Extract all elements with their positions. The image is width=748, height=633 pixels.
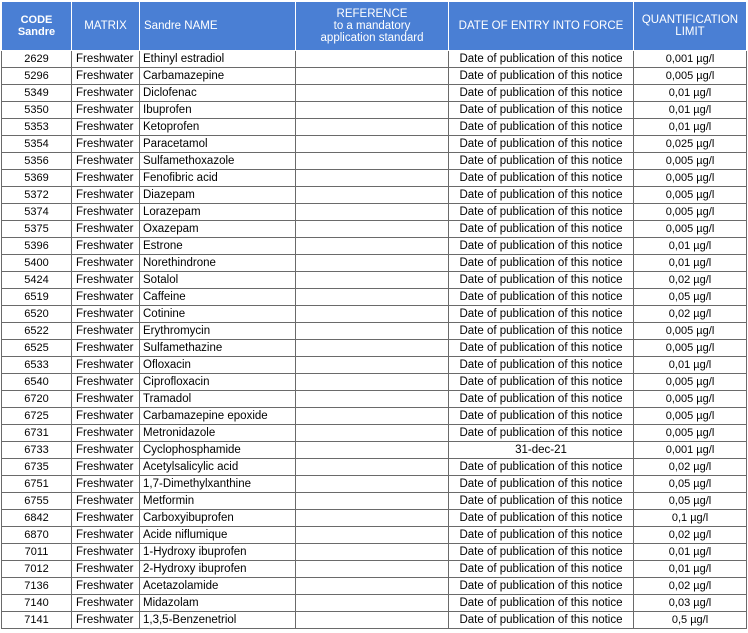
table-row xyxy=(2,544,747,561)
cell-code: 5349 xyxy=(2,85,72,102)
cell-matrix: Freshwater xyxy=(72,425,140,442)
table-row xyxy=(2,612,747,629)
cell-code: 7141 xyxy=(2,612,72,629)
cell-date: Date of publication of this notice xyxy=(449,306,634,323)
cell-matrix: Freshwater xyxy=(72,544,140,561)
cell-matrix: Freshwater xyxy=(72,119,140,136)
cell-limit: 0,005 µg/l xyxy=(634,170,747,187)
cell-name: Sotalol xyxy=(140,272,296,289)
cell-date: Date of publication of this notice xyxy=(449,459,634,476)
cell-date: Date of publication of this notice xyxy=(449,102,634,119)
cell-name: Paracetamol xyxy=(140,136,296,153)
cell-limit: 0,01 µg/l xyxy=(634,119,747,136)
table-row xyxy=(2,221,747,238)
cell-date: Date of publication of this notice xyxy=(449,289,634,306)
cell-code: 5356 xyxy=(2,153,72,170)
cell-matrix: Freshwater xyxy=(72,136,140,153)
table-row xyxy=(2,85,747,102)
cell-reference xyxy=(296,476,449,493)
cell-limit: 0,005 µg/l xyxy=(634,391,747,408)
cell-date: Date of publication of this notice xyxy=(449,476,634,493)
cell-code: 5353 xyxy=(2,119,72,136)
cell-matrix: Freshwater xyxy=(72,204,140,221)
cell-date: Date of publication of this notice xyxy=(449,204,634,221)
cell-name: Sulfamethazine xyxy=(140,340,296,357)
cell-matrix: Freshwater xyxy=(72,476,140,493)
table-row xyxy=(2,595,747,612)
cell-limit: 0,001 µg/l xyxy=(634,442,747,459)
cell-code: 5396 xyxy=(2,238,72,255)
cell-matrix: Freshwater xyxy=(72,187,140,204)
cell-limit: 0,01 µg/l xyxy=(634,544,747,561)
cell-date: Date of publication of this notice xyxy=(449,136,634,153)
cell-reference xyxy=(296,204,449,221)
cell-code: 6725 xyxy=(2,408,72,425)
cell-name: Carboxyibuprofen xyxy=(140,510,296,527)
cell-name: Ethinyl estradiol xyxy=(140,51,296,68)
cell-date: Date of publication of this notice xyxy=(449,255,634,272)
cell-reference xyxy=(296,612,449,629)
cell-matrix: Freshwater xyxy=(72,442,140,459)
cell-limit: 0,03 µg/l xyxy=(634,595,747,612)
cell-limit: 0,01 µg/l xyxy=(634,238,747,255)
cell-limit: 0,005 µg/l xyxy=(634,221,747,238)
cell-code: 5350 xyxy=(2,102,72,119)
cell-limit: 0,025 µg/l xyxy=(634,136,747,153)
table-row xyxy=(2,510,747,527)
cell-date: Date of publication of this notice xyxy=(449,272,634,289)
cell-reference xyxy=(296,425,449,442)
table-row xyxy=(2,187,747,204)
cell-reference xyxy=(296,136,449,153)
cell-limit: 0,005 µg/l xyxy=(634,425,747,442)
table-row xyxy=(2,204,747,221)
header-code xyxy=(2,2,72,51)
table-row xyxy=(2,476,747,493)
table-row xyxy=(2,68,747,85)
cell-matrix: Freshwater xyxy=(72,221,140,238)
cell-reference xyxy=(296,51,449,68)
cell-limit: 0,02 µg/l xyxy=(634,578,747,595)
cell-name: Ofloxacin xyxy=(140,357,296,374)
cell-code: 7136 xyxy=(2,578,72,595)
cell-code: 6842 xyxy=(2,510,72,527)
cell-limit: 0,05 µg/l xyxy=(634,289,747,306)
table-row xyxy=(2,374,747,391)
cell-reference xyxy=(296,561,449,578)
cell-limit: 0,005 µg/l xyxy=(634,374,747,391)
cell-reference xyxy=(296,238,449,255)
table-row xyxy=(2,442,747,459)
cell-matrix: Freshwater xyxy=(72,85,140,102)
cell-matrix: Freshwater xyxy=(72,578,140,595)
cell-date: Date of publication of this notice xyxy=(449,85,634,102)
cell-matrix: Freshwater xyxy=(72,153,140,170)
cell-code: 6525 xyxy=(2,340,72,357)
cell-reference xyxy=(296,357,449,374)
cell-date: Date of publication of this notice xyxy=(449,323,634,340)
cell-date: Date of publication of this notice xyxy=(449,238,634,255)
cell-date: Date of publication of this notice xyxy=(449,391,634,408)
cell-code: 5369 xyxy=(2,170,72,187)
cell-limit: 0,02 µg/l xyxy=(634,306,747,323)
cell-date: Date of publication of this notice xyxy=(449,578,634,595)
table-row xyxy=(2,408,747,425)
header-limit-line-1: QUANTIFICATION xyxy=(641,14,739,26)
cell-limit: 0,005 µg/l xyxy=(634,340,747,357)
cell-name: Sulfamethoxazole xyxy=(140,153,296,170)
cell-limit: 0,5 µg/l xyxy=(634,612,747,629)
cell-limit: 0,01 µg/l xyxy=(634,85,747,102)
cell-name: Ketoprofen xyxy=(140,119,296,136)
cell-limit: 0,005 µg/l xyxy=(634,408,747,425)
cell-code: 7011 xyxy=(2,544,72,561)
table-row xyxy=(2,357,747,374)
cell-code: 6870 xyxy=(2,527,72,544)
cell-date: Date of publication of this notice xyxy=(449,221,634,238)
cell-matrix: Freshwater xyxy=(72,374,140,391)
cell-limit: 0,02 µg/l xyxy=(634,527,747,544)
cell-date: Date of publication of this notice xyxy=(449,425,634,442)
cell-name: Carbamazepine xyxy=(140,68,296,85)
cell-date: Date of publication of this notice xyxy=(449,374,634,391)
cell-reference xyxy=(296,510,449,527)
table-row xyxy=(2,459,747,476)
cell-matrix: Freshwater xyxy=(72,527,140,544)
table-row xyxy=(2,425,747,442)
cell-reference xyxy=(296,527,449,544)
cell-date: Date of publication of this notice xyxy=(449,153,634,170)
cell-limit: 0,005 µg/l xyxy=(634,68,747,85)
cell-matrix: Freshwater xyxy=(72,238,140,255)
cell-code: 6540 xyxy=(2,374,72,391)
table-row xyxy=(2,391,747,408)
cell-name: Midazolam xyxy=(140,595,296,612)
cell-reference xyxy=(296,442,449,459)
table-row xyxy=(2,527,747,544)
cell-date: Date of publication of this notice xyxy=(449,187,634,204)
header-name: Sandre NAME xyxy=(140,2,296,51)
cell-code: 5354 xyxy=(2,136,72,153)
cell-reference xyxy=(296,306,449,323)
cell-matrix: Freshwater xyxy=(72,459,140,476)
cell-matrix: Freshwater xyxy=(72,357,140,374)
table-row xyxy=(2,340,747,357)
cell-date: Date of publication of this notice xyxy=(449,493,634,510)
cell-matrix: Freshwater xyxy=(72,595,140,612)
cell-code: 6733 xyxy=(2,442,72,459)
header-reference-line-2: to a mandatory xyxy=(333,20,411,32)
cell-date: Date of publication of this notice xyxy=(449,170,634,187)
cell-code: 6520 xyxy=(2,306,72,323)
cell-limit: 0,005 µg/l xyxy=(634,204,747,221)
substances-table xyxy=(1,1,747,629)
cell-reference xyxy=(296,153,449,170)
cell-matrix: Freshwater xyxy=(72,561,140,578)
cell-reference xyxy=(296,85,449,102)
cell-matrix: Freshwater xyxy=(72,255,140,272)
cell-reference xyxy=(296,340,449,357)
cell-name: Cyclophosphamide xyxy=(140,442,296,459)
cell-limit: 0,05 µg/l xyxy=(634,493,747,510)
cell-reference xyxy=(296,187,449,204)
cell-name: Carbamazepine epoxide xyxy=(140,408,296,425)
cell-name: 2-Hydroxy ibuprofen xyxy=(140,561,296,578)
cell-matrix: Freshwater xyxy=(72,51,140,68)
cell-name: Norethindrone xyxy=(140,255,296,272)
cell-code: 5374 xyxy=(2,204,72,221)
cell-limit: 0,01 µg/l xyxy=(634,561,747,578)
table-row xyxy=(2,102,747,119)
table-row xyxy=(2,493,747,510)
header-reference-line-3: application standard xyxy=(320,32,424,44)
table-row xyxy=(2,306,747,323)
cell-name: Acetazolamide xyxy=(140,578,296,595)
cell-reference xyxy=(296,374,449,391)
cell-reference xyxy=(296,102,449,119)
cell-reference xyxy=(296,170,449,187)
cell-date: Date of publication of this notice xyxy=(449,357,634,374)
cell-date: Date of publication of this notice xyxy=(449,595,634,612)
cell-reference xyxy=(296,459,449,476)
cell-date: Date of publication of this notice xyxy=(449,527,634,544)
cell-reference xyxy=(296,544,449,561)
cell-name: 1,3,5-Benzenetriol xyxy=(140,612,296,629)
table-row xyxy=(2,170,747,187)
cell-matrix: Freshwater xyxy=(72,272,140,289)
cell-matrix: Freshwater xyxy=(72,306,140,323)
cell-reference xyxy=(296,68,449,85)
cell-name: Caffeine xyxy=(140,289,296,306)
cell-reference xyxy=(296,493,449,510)
cell-matrix: Freshwater xyxy=(72,493,140,510)
cell-date: Date of publication of this notice xyxy=(449,408,634,425)
table-row xyxy=(2,136,747,153)
cell-name: Fenofibric acid xyxy=(140,170,296,187)
cell-limit: 0,02 µg/l xyxy=(634,272,747,289)
cell-name: Metronidazole xyxy=(140,425,296,442)
table-row xyxy=(2,272,747,289)
cell-name: Cotinine xyxy=(140,306,296,323)
cell-matrix: Freshwater xyxy=(72,612,140,629)
table-row xyxy=(2,238,747,255)
cell-code: 6533 xyxy=(2,357,72,374)
cell-code: 7012 xyxy=(2,561,72,578)
header-reference-line-1: REFERENCE xyxy=(336,8,408,20)
cell-reference xyxy=(296,578,449,595)
cell-code: 5296 xyxy=(2,68,72,85)
cell-name: Diclofenac xyxy=(140,85,296,102)
table-row xyxy=(2,153,747,170)
cell-limit: 0,01 µg/l xyxy=(634,357,747,374)
cell-code: 2629 xyxy=(2,51,72,68)
cell-matrix: Freshwater xyxy=(72,340,140,357)
cell-reference xyxy=(296,255,449,272)
cell-date: Date of publication of this notice xyxy=(449,561,634,578)
table-header-row xyxy=(2,2,747,51)
cell-limit: 0,001 µg/l xyxy=(634,51,747,68)
cell-name: Estrone xyxy=(140,238,296,255)
cell-name: Tramadol xyxy=(140,391,296,408)
cell-limit: 0,02 µg/l xyxy=(634,459,747,476)
cell-matrix: Freshwater xyxy=(72,289,140,306)
header-limit-line-2: LIMIT xyxy=(675,26,705,38)
header-code-line-1: CODE xyxy=(20,14,53,26)
cell-limit: 0,005 µg/l xyxy=(634,153,747,170)
cell-date: 31-dec-21 xyxy=(449,442,634,459)
cell-code: 6522 xyxy=(2,323,72,340)
cell-code: 7140 xyxy=(2,595,72,612)
cell-name: Ciprofloxacin xyxy=(140,374,296,391)
table-row xyxy=(2,119,747,136)
table-row xyxy=(2,323,747,340)
cell-matrix: Freshwater xyxy=(72,408,140,425)
cell-matrix: Freshwater xyxy=(72,391,140,408)
cell-name: Ibuprofen xyxy=(140,102,296,119)
cell-limit: 0,005 µg/l xyxy=(634,323,747,340)
cell-code: 6731 xyxy=(2,425,72,442)
cell-limit: 0,005 µg/l xyxy=(634,187,747,204)
table-row xyxy=(2,255,747,272)
cell-code: 5400 xyxy=(2,255,72,272)
cell-matrix: Freshwater xyxy=(72,170,140,187)
cell-name: Diazepam xyxy=(140,187,296,204)
cell-code: 6755 xyxy=(2,493,72,510)
table-row xyxy=(2,561,747,578)
cell-reference xyxy=(296,272,449,289)
cell-date: Date of publication of this notice xyxy=(449,340,634,357)
cell-reference xyxy=(296,391,449,408)
cell-code: 5375 xyxy=(2,221,72,238)
cell-name: Erythromycin xyxy=(140,323,296,340)
cell-limit: 0,01 µg/l xyxy=(634,102,747,119)
cell-reference xyxy=(296,221,449,238)
cell-name: Acide niflumique xyxy=(140,527,296,544)
table-row xyxy=(2,51,747,68)
cell-date: Date of publication of this notice xyxy=(449,68,634,85)
cell-reference xyxy=(296,119,449,136)
cell-name: 1,7-Dimethylxanthine xyxy=(140,476,296,493)
table-row xyxy=(2,289,747,306)
cell-code: 6720 xyxy=(2,391,72,408)
cell-name: 1-Hydroxy ibuprofen xyxy=(140,544,296,561)
cell-code: 6735 xyxy=(2,459,72,476)
cell-code: 5372 xyxy=(2,187,72,204)
cell-date: Date of publication of this notice xyxy=(449,544,634,561)
cell-date: Date of publication of this notice xyxy=(449,510,634,527)
cell-matrix: Freshwater xyxy=(72,510,140,527)
cell-reference xyxy=(296,289,449,306)
header-matrix: MATRIX xyxy=(72,2,140,51)
cell-date: Date of publication of this notice xyxy=(449,51,634,68)
header-date: DATE OF ENTRY INTO FORCE xyxy=(449,2,634,51)
header-limit xyxy=(634,2,747,51)
cell-date: Date of publication of this notice xyxy=(449,119,634,136)
cell-name: Oxazepam xyxy=(140,221,296,238)
cell-reference xyxy=(296,323,449,340)
cell-matrix: Freshwater xyxy=(72,102,140,119)
cell-name: Metformin xyxy=(140,493,296,510)
cell-code: 6751 xyxy=(2,476,72,493)
cell-limit: 0,01 µg/l xyxy=(634,255,747,272)
cell-code: 6519 xyxy=(2,289,72,306)
cell-date: Date of publication of this notice xyxy=(449,612,634,629)
cell-code: 5424 xyxy=(2,272,72,289)
cell-name: Acetylsalicylic acid xyxy=(140,459,296,476)
cell-reference xyxy=(296,595,449,612)
cell-limit: 0,1 µg/l xyxy=(634,510,747,527)
cell-limit: 0,05 µg/l xyxy=(634,476,747,493)
cell-name: Lorazepam xyxy=(140,204,296,221)
cell-matrix: Freshwater xyxy=(72,323,140,340)
header-code-line-2: Sandre xyxy=(17,26,56,38)
cell-matrix: Freshwater xyxy=(72,68,140,85)
header-reference xyxy=(296,2,449,51)
table-body xyxy=(2,51,747,629)
cell-reference xyxy=(296,408,449,425)
table-row xyxy=(2,578,747,595)
